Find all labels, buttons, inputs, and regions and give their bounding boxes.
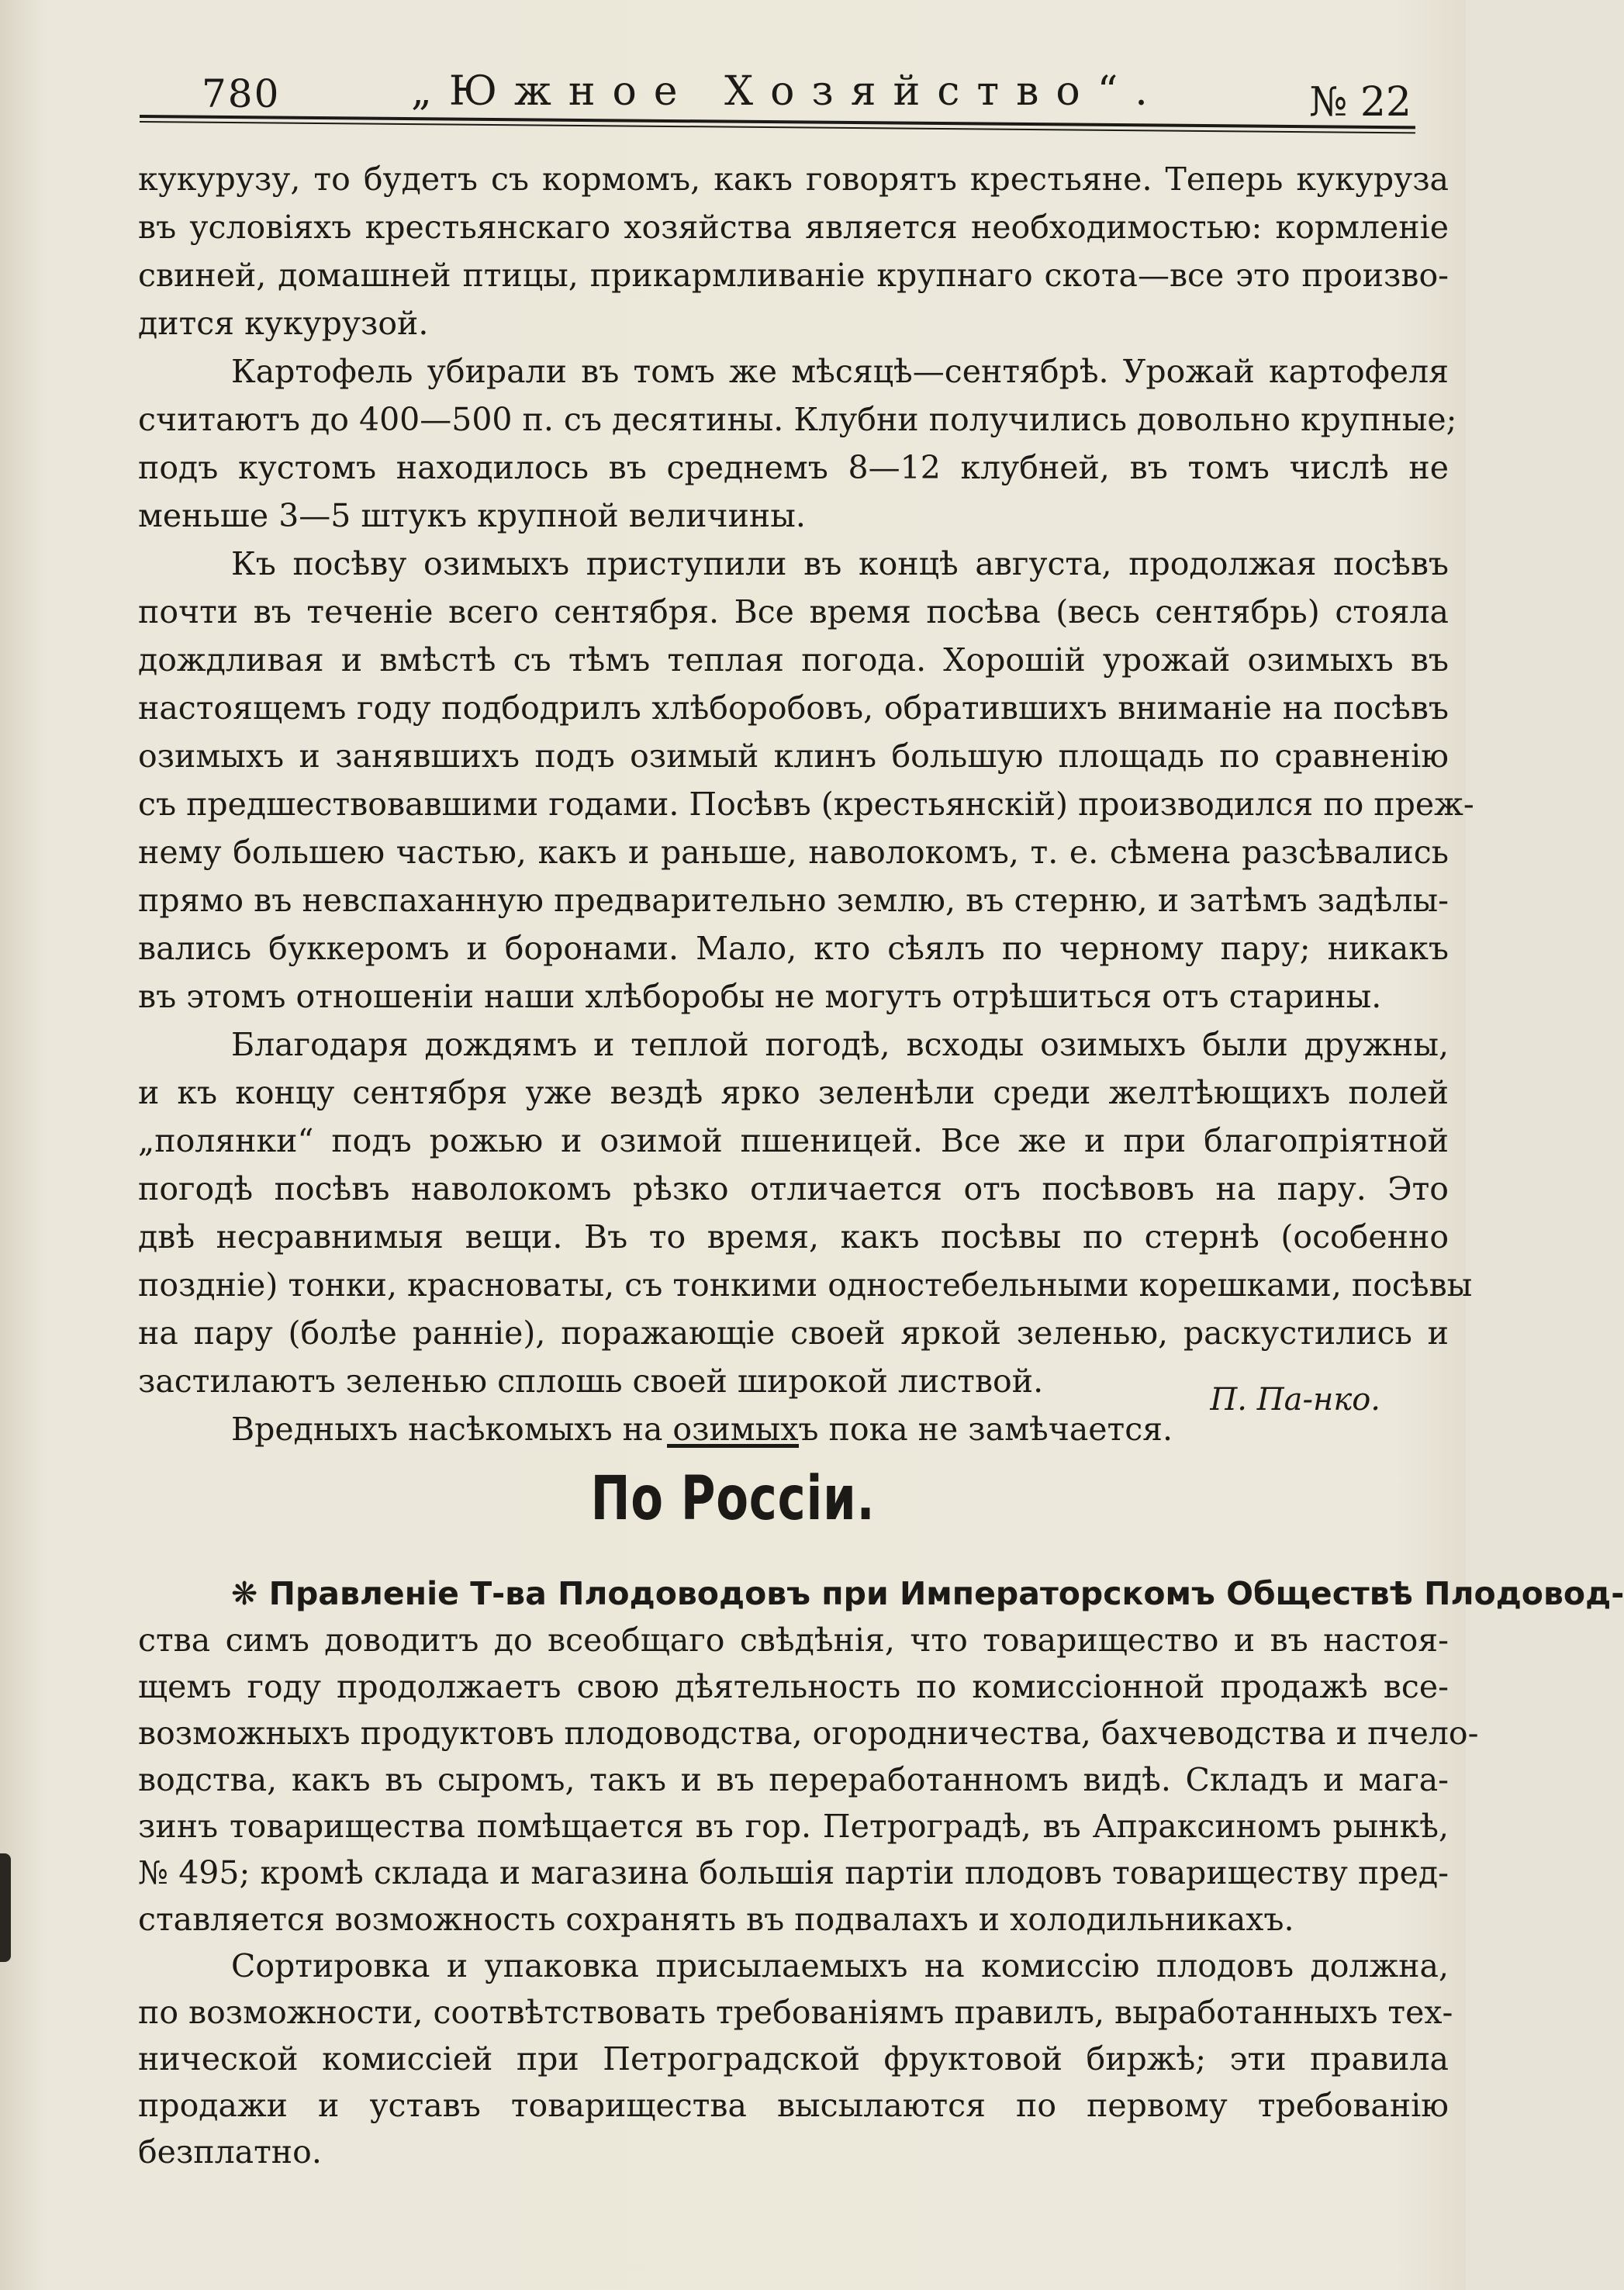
text-line: въ условіяхъ крестьянскаго хозяйства является необходимостью: кормленіе	[138, 209, 1449, 246]
text-line: свиней, домашней птицы, прикармливаніе крупнаго скота—все это произво-	[138, 257, 1449, 294]
text-line: Къ посѣву озимыхъ приступили въ концѣ августа, продолжая посѣвъ	[231, 545, 1449, 582]
page-number: 780	[202, 71, 281, 116]
text-line: въ этомъ отношеніи наши хлѣборобы не могутъ отрѣшиться отъ старины.	[138, 978, 1382, 1015]
section-lead-line: ❋ Правленіе Т-ва Плодоводовъ при Императорскомъ Обществѣ Плодовод-	[231, 1575, 1624, 1612]
text-line: кукурузу, то будетъ съ кормомъ, какъ говорятъ крестьяне. Теперь кукуруза	[138, 161, 1449, 198]
text-line: на пару (болѣе ранніе), поражающіе своей яркой зеленью, раскустились и	[138, 1314, 1449, 1352]
text-line: Благодаря дождямъ и теплой погодѣ, всходы озимыхъ были дружны,	[231, 1026, 1449, 1063]
text-line: двѣ несравнимыя вещи. Въ то время, какъ посѣвы по стернѣ (особенно	[138, 1218, 1449, 1256]
text-line: дождливая и вмѣстѣ съ тѣмъ теплая погода. Хорошій урожай озимыхъ въ	[138, 641, 1449, 679]
text-line: ства симъ доводитъ до всеобщаго свѣдѣнія, что товарищество и въ настоя-	[138, 1622, 1449, 1659]
text-line: водства, какъ въ сыромъ, такъ и въ переработанномъ видѣ. Складъ и мага-	[138, 1761, 1449, 1798]
text-line: поздніе) тонки, красноваты, съ тонкими одностебельными корешками, посѣвы	[138, 1266, 1473, 1304]
text-line: № 495; кромѣ склада и магазина большія партіи плодовъ товариществу пред-	[138, 1854, 1449, 1891]
section-divider	[667, 1444, 799, 1448]
text-line: Картофель убирали въ томъ же мѣсяцѣ—сентябрѣ. Урожай картофеля	[231, 353, 1449, 390]
text-line: продажи и уставъ товарищества высылаются по первому требованію	[138, 2087, 1449, 2124]
text-line: застилаютъ зеленью сплошь своей широкой листвой.	[138, 1363, 1044, 1400]
text-line: и къ концу сентября уже вездѣ ярко зеленѣли среди желтѣющихъ полей	[138, 1074, 1449, 1111]
issue-number: № 22	[1309, 79, 1411, 126]
binding-edge	[0, 1853, 11, 1962]
text-line: ставляется возможность сохранять въ подвалахъ и холодильникахъ.	[138, 1901, 1294, 1938]
text-line: считаютъ до 400—500 п. съ десятины. Клубни получились довольно крупные;	[138, 401, 1457, 438]
text-line: „полянки“ подъ рожью и озимой пшеницей. Все же и при благопріятной	[138, 1122, 1449, 1159]
running-header	[140, 62, 1427, 124]
text-line: Сортировка и упаковка присылаемыхъ на комиссію плодовъ должна,	[231, 1947, 1449, 1984]
text-line: Вредныхъ насѣкомыхъ на озимыхъ пока не замѣчается.	[231, 1411, 1173, 1448]
text-line: щемъ году продолжаетъ свою дѣятельность по комиссіонной продажѣ все-	[138, 1668, 1449, 1705]
text-line: нему большею частью, какъ и раньше, наволокомъ, т. е. сѣмена разсѣвались	[138, 834, 1449, 871]
text-line: настоящемъ году подбодрилъ хлѣборобовъ, обратившихъ вниманіе на посѣвъ	[138, 689, 1449, 727]
text-line: зинъ товарищества помѣщается въ гор. Петроградѣ, въ Апраксиномъ рынкѣ,	[138, 1808, 1449, 1845]
text-line: безплатно.	[138, 2133, 322, 2171]
text-line: озимыхъ и занявшихъ подъ озимый клинъ большую площадь по сравненію	[138, 737, 1449, 775]
article-body	[138, 155, 1474, 1453]
text-line: погодѣ посѣвъ наволокомъ рѣзко отличается отъ посѣвовъ на пару. Это	[138, 1170, 1449, 1207]
text-line: по возможности, соотвѣтствовать требованіямъ правилъ, выработанныхъ тех-	[138, 1994, 1453, 2031]
text-line: почти въ теченіе всего сентября. Все время посѣва (весь сентябрь) стояла	[138, 593, 1449, 630]
text-line: подъ кустомъ находилось въ среднемъ 8—12 клубней, въ томъ числѣ не	[138, 449, 1449, 486]
section-body	[138, 1570, 1624, 2175]
text-line: дится кукурузой.	[138, 305, 429, 342]
section-title: По Россіи.	[590, 1464, 876, 1534]
text-line: нической комиссіей при Петроградской фруктовой биржѣ; эти правила	[138, 2040, 1449, 2078]
text-line: возможныхъ продуктовъ плодоводства, огородничества, бахчеводства и пчело-	[138, 1715, 1479, 1752]
text-line: вались буккеромъ и боронами. Мало, кто сѣялъ по черному пару; никакъ	[138, 930, 1449, 967]
journal-title: „Южное Хозяйство“.	[411, 68, 1165, 115]
text-line: съ предшествовавшими годами. Посѣвъ (крестьянскій) производился по преж-	[138, 786, 1474, 823]
text-line: меньше 3—5 штукъ крупной величины.	[138, 497, 806, 534]
text-line: прямо въ невспаханную предварительно землю, въ стерню, и затѣмъ задѣлы-	[138, 882, 1449, 919]
author-signature: П. Па-нко.	[1210, 1382, 1380, 1418]
